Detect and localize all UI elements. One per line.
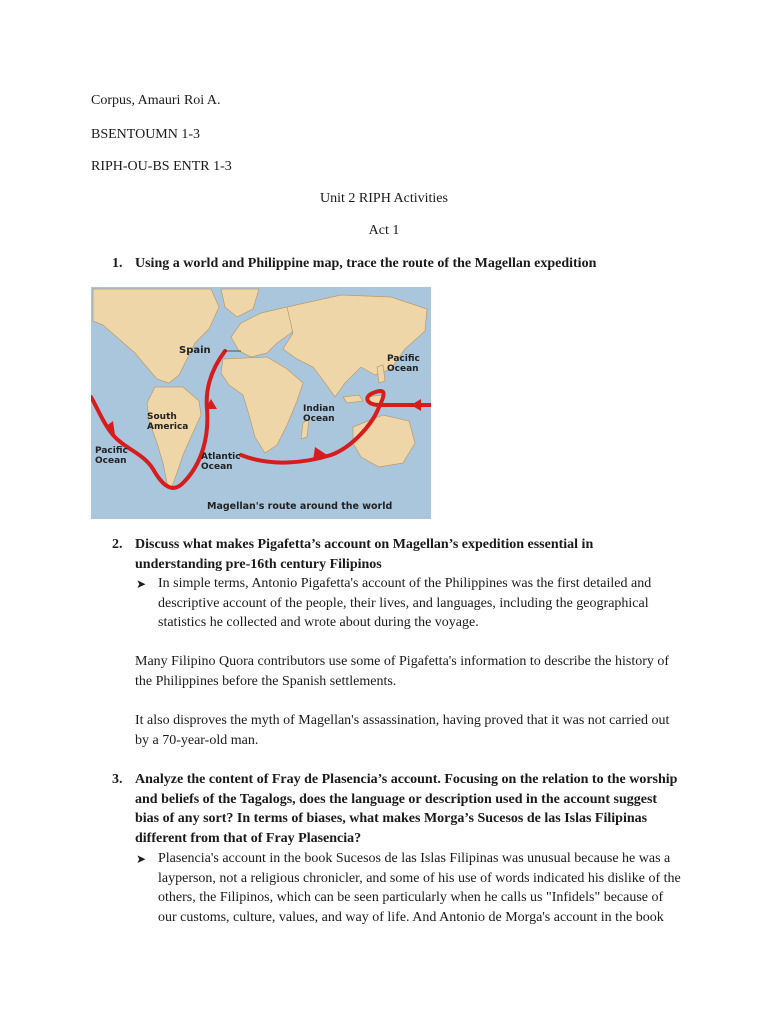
label-pacific-right-2: Ocean xyxy=(387,364,419,374)
question-3-line: bias of any sort? In terms of biases, what makes Morga’s Sucesos de las Islas Filipinas xyxy=(135,811,648,827)
bullet-line: our customs, culture, values, and way of life. And Antonio de Morga's account in the book xyxy=(158,909,664,925)
program: BSENTOUMN 1-3 xyxy=(91,127,201,142)
question-2-paragraph-1 xyxy=(135,652,669,691)
label-spain: Spain xyxy=(179,345,211,356)
question-2-paragraph-2 xyxy=(135,711,669,750)
question-3-number: 3. xyxy=(112,772,123,787)
paragraph-line: the Philippines before the Spanish settlements. xyxy=(135,673,397,689)
bullet-line: statistics he collected and wrote about during the voyage. xyxy=(158,615,479,631)
section: RIPH-OU-BS ENTR 1-3 xyxy=(91,159,232,174)
question-3-line: Analyze the content of Fray de Plasencia’s account. Focusing on the relation to the worship xyxy=(135,772,678,787)
question-3-line: different from that of Fray Plasencia? xyxy=(135,830,362,846)
bullet-line: In simple terms, Antonio Pigafetta's account of the Philippines was the first detailed and xyxy=(158,576,652,591)
bullet-line: layperson, not a religious chronicler, and some of his use of words indicated his dislike of the xyxy=(158,870,681,886)
magellan-route-map xyxy=(91,287,431,519)
question-2-number: 2. xyxy=(112,537,123,552)
label-south-america-2: America xyxy=(147,422,189,432)
bullet-line: Plasencia's account in the book Sucesos de las Islas Filipinas was unusual because he was a xyxy=(158,851,671,866)
bullet-arrow-icon: ➤ xyxy=(136,577,147,591)
label-atlantic-2: Ocean xyxy=(201,462,233,472)
label-pacific-right-1: Pacific xyxy=(387,354,420,364)
label-atlantic-1: Atlantic xyxy=(201,452,241,462)
bullet-arrow-icon: ➤ xyxy=(136,852,147,866)
question-2-bullet xyxy=(158,574,651,633)
label-indian-1: Indian xyxy=(303,404,335,414)
label-south-america-1: South xyxy=(147,412,177,422)
bullet-line: descriptive account of the people, their lives, and languages, including the geographical xyxy=(158,595,649,611)
map-svg xyxy=(91,287,431,519)
map-caption: Magellan's route around the world xyxy=(207,501,393,512)
question-1-text xyxy=(135,254,596,274)
question-1-line: Using a world and Philippine map, trace the route of the Magellan expedition xyxy=(135,256,597,271)
question-2-line: understanding pre-16th century Filipinos xyxy=(135,556,382,572)
question-3-line: and beliefs of the Tagalogs, does the language or description used in the account suggest xyxy=(135,791,658,807)
label-pacific-left-2: Ocean xyxy=(95,456,127,466)
activity-title: Act 1 xyxy=(368,223,400,238)
label-indian-2: Ocean xyxy=(303,414,335,424)
question-1-number: 1. xyxy=(112,256,123,271)
paragraph-line: It also disproves the myth of Magellan's assassination, having proved that it was not carried out xyxy=(135,713,670,728)
student-name: Corpus, Amauri Roi A. xyxy=(91,93,221,108)
paragraph-line: Many Filipino Quora contributors use some of Pigafetta's information to describe the history of xyxy=(135,654,670,669)
bullet-line: others, the Filipinos, which can be seen particularly when he calls us "Infidels" because of xyxy=(158,890,664,906)
question-2-line: Discuss what makes Pigafetta’s account on Magellan’s expedition essential in xyxy=(135,537,594,552)
document-title: Unit 2 RIPH Activities xyxy=(320,191,448,206)
label-pacific-left-1: Pacific xyxy=(95,446,128,456)
question-3-bullet xyxy=(158,849,681,927)
question-2-text xyxy=(135,535,593,574)
question-3-text xyxy=(135,770,677,848)
paragraph-line: by a 70-year-old man. xyxy=(135,732,259,748)
